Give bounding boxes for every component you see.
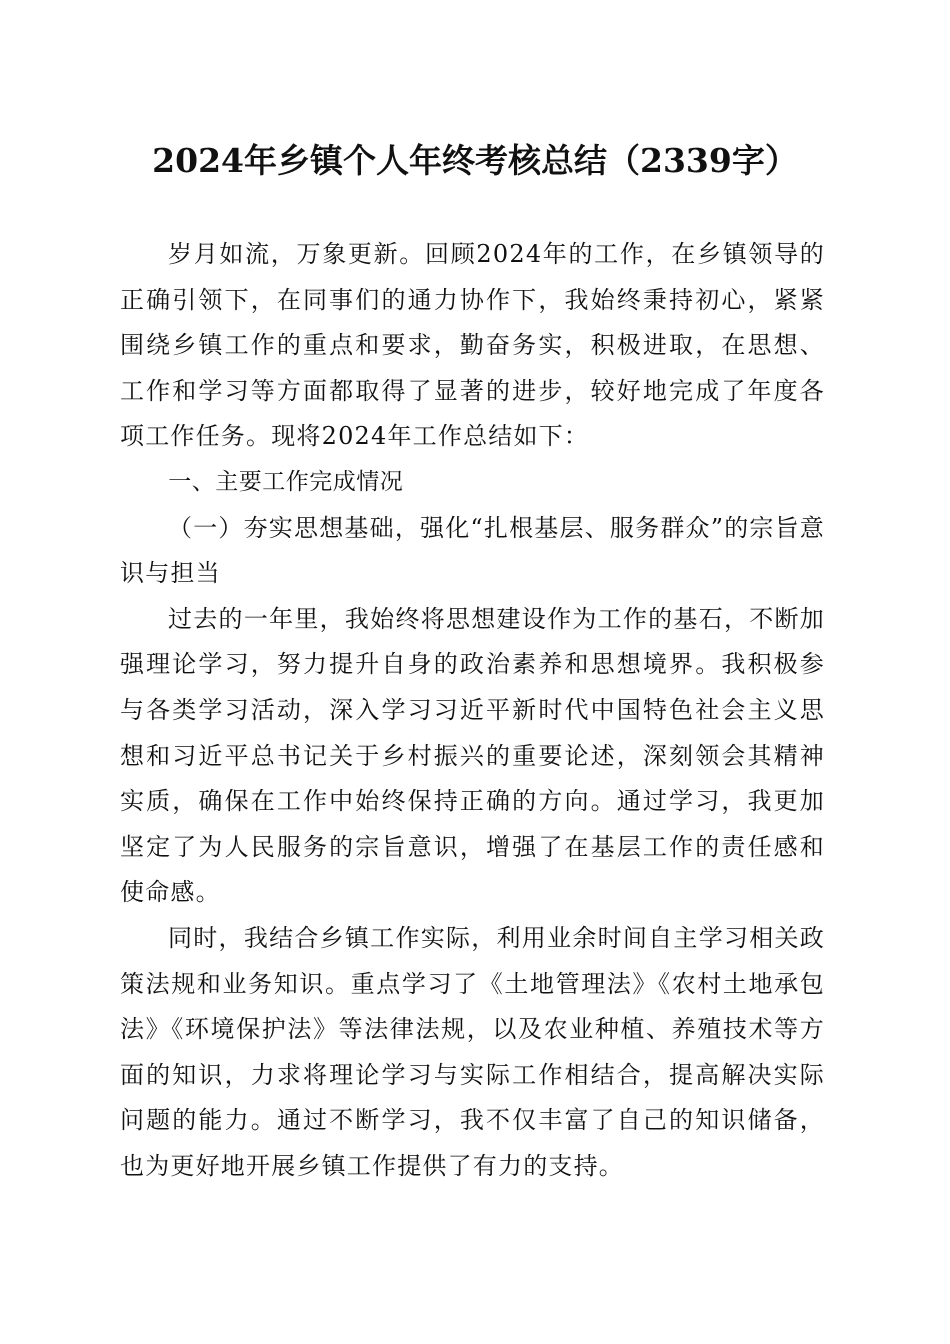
intro-paragraph: 岁月如流，万象更新。回顾2024年的工作，在乡镇领导的正确引领下，在同事们的通力协作下，我始终秉持初心，紧紧围绕乡镇工作的重点和要求，勤奋务实，积极进取，在思想、工作和学习等方面都取得了显著的进步，较好地完成了年度各项工作任务。现将2024年工作总结如下： — [120, 240, 825, 451]
section-heading-1: 一、主要工作完成情况 — [168, 468, 404, 495]
body-paragraph-2: 同时，我结合乡镇工作实际，利用业余时间自主学习相关政策法规和业务知识。重点学习了《土地管理法》《农村土地承包法》《环境保护法》等法律法规，以及农业种植、养殖技术等方面的知识，力求将理论学习与实际工作相结合，提高解决实际问题的能力。通过不断学习，我不仅丰富了自己的知识储备，也为更好地开展乡镇工作提供了有力的支持。 — [120, 923, 825, 1180]
document-body — [120, 232, 825, 1189]
body-paragraph-1: 过去的一年里，我始终将思想建设作为工作的基石，不断加强理论学习，努力提升自身的政治素养和思想境界。我积极参与各类学习活动，深入学习习近平新时代中国特色社会主义思想和习近平总书记关于乡村振兴的重要论述，深刻领会其精神实质，确保在工作中始终保持正确的方向。通过学习，我更加坚定了为人民服务的宗旨意识，增强了在基层工作的责任感和使命感。 — [120, 604, 825, 907]
subsection-heading-1: （一）夯实思想基础，强化“扎根基层、服务群众”的宗旨意识与担当 — [120, 513, 825, 588]
document-title: 2024年乡镇个人年终考核总结（2339字） — [152, 141, 798, 180]
